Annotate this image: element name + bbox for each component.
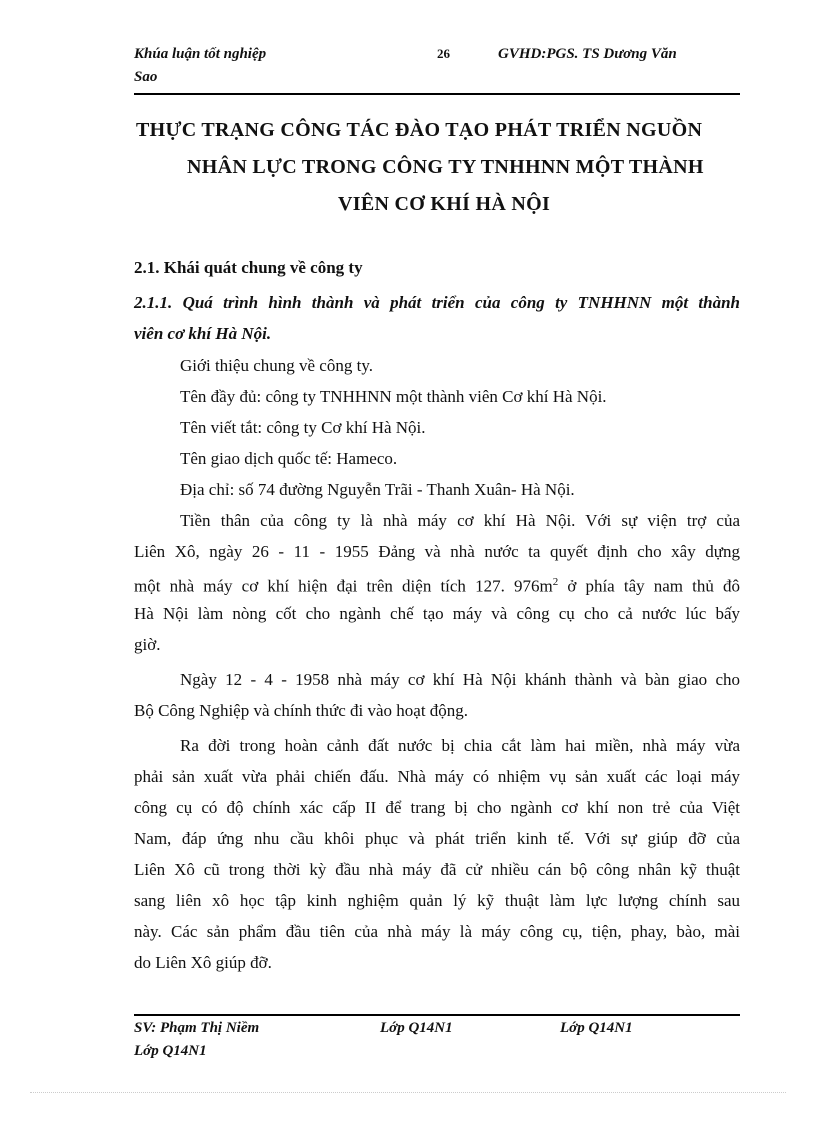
section-heading: 2.1. Khái quát chung về công ty: [134, 258, 363, 277]
page-number: 26: [437, 46, 450, 61]
header-thesis-label: Khúa luận tốt nghiệp: [134, 46, 267, 62]
paragraph-line: do Liên Xô giúp đỡ.: [134, 953, 272, 972]
title-line-3: VIÊN CƠ KHÍ HÀ NỘI: [338, 193, 551, 215]
paragraph-line: giờ.: [134, 635, 161, 654]
paragraph-line: công cụ có độ chính xác cấp II để trang bị cho ngành cơ khí non trẻ của Việt: [134, 798, 740, 817]
body-text: [134, 350, 740, 978]
title-line-2: NHÂN LỰC TRONG CÔNG TY TNHHNN MỘT THÀNH: [187, 156, 704, 178]
paragraph-line: Ngày 12 - 4 - 1958 nhà máy cơ khí Hà Nội khánh thành và bàn giao cho: [180, 670, 740, 689]
subsection-heading-line-1: 2.1.1. Quá trình hình thành và phát triển của công ty TNHHNN một thành: [134, 293, 740, 312]
paragraph-history: [134, 505, 740, 660]
full-name-line: Tên đầy đủ: công ty TNHHNN một thành viên Cơ khí Hà Nội.: [180, 387, 607, 406]
paragraph-wartime: [134, 730, 740, 978]
address-line: Địa chỉ: số 74 đường Nguyễn Trãi - Thanh Xuân- Hà Nội.: [180, 480, 575, 499]
text-span: một nhà máy cơ khí hiện đại trên diện tích 127. 976m: [134, 576, 553, 596]
paragraph-line: Tiền thân của công ty là nhà máy cơ khí Hà Nội. Với sự viện trợ của: [180, 511, 740, 530]
footer-class: Lớp Q14N1: [380, 1020, 453, 1036]
text-span: ở phía tây nam thủ đô: [558, 576, 741, 596]
paragraph-line: Nam, đáp ứng nhu cầu khôi phục và phát triển kinh tế. Với sự giúp đỡ của: [134, 829, 740, 848]
paragraph-line: Bộ Công Nghiệp và chính thức đi vào hoạt động.: [134, 701, 469, 720]
header-advisor: GVHD:PGS. TS Dương Văn: [498, 46, 677, 62]
header-advisor-continued: Sao: [134, 69, 158, 85]
paragraph-inauguration: [134, 664, 740, 726]
paragraph-line: Hà Nội làm nòng cốt cho ngành chế tạo máy và công cụ cho cả nước lúc bấy: [134, 604, 740, 623]
title-line-1: THỰC TRẠNG CÔNG TÁC ĐÀO TẠO PHÁT TRIỂN NGUỒN: [136, 119, 703, 141]
superscript: 2: [552, 576, 559, 588]
paragraph-line: sang liên xô học tập kinh nghiệm quản lý kỹ thuật làm lực lượng chính sau: [134, 891, 740, 910]
footer-class: Lớp Q14N1: [560, 1020, 633, 1036]
trade-name-line: Tên giao dịch quốc tế: Hameco.: [180, 449, 398, 468]
paragraph-line: phải sản xuất vừa phải chiến đấu. Nhà máy có nhiệm vụ sản xuất các loại máy: [134, 767, 740, 786]
subsection-heading-line-2: viên cơ khí Hà Nội.: [134, 324, 272, 343]
footer-student: SV: Phạm Thị Niềm: [134, 1020, 260, 1036]
intro-line: Giới thiệu chung về công ty.: [180, 356, 373, 375]
footer-rule: [134, 1014, 740, 1016]
paragraph-line: Ra đời trong hoàn cảnh đất nước bị chia cắt làm hai miền, nhà máy vừa: [180, 736, 740, 755]
paragraph-line: Liên Xô, ngày 26 - 11 - 1955 Đảng và nhà nước ta quyết định cho xây dựng: [134, 542, 740, 561]
page-edge-dotted-line: [30, 1092, 786, 1093]
paragraph-line: này. Các sản phẩm đầu tiên của nhà máy là máy công cụ, tiện, phay, bào, mài: [134, 922, 740, 941]
short-name-line: Tên viết tắt: công ty Cơ khí Hà Nội.: [180, 418, 426, 437]
paragraph-line: [134, 567, 740, 598]
footer-class: Lớp Q14N1: [134, 1043, 207, 1059]
paragraph-line: Liên Xô cũ trong thời kỳ đầu nhà máy đã cử nhiều cán bộ công nhân kỹ thuật: [134, 860, 740, 879]
header-rule: [134, 93, 740, 95]
subsection-heading: [134, 287, 740, 349]
